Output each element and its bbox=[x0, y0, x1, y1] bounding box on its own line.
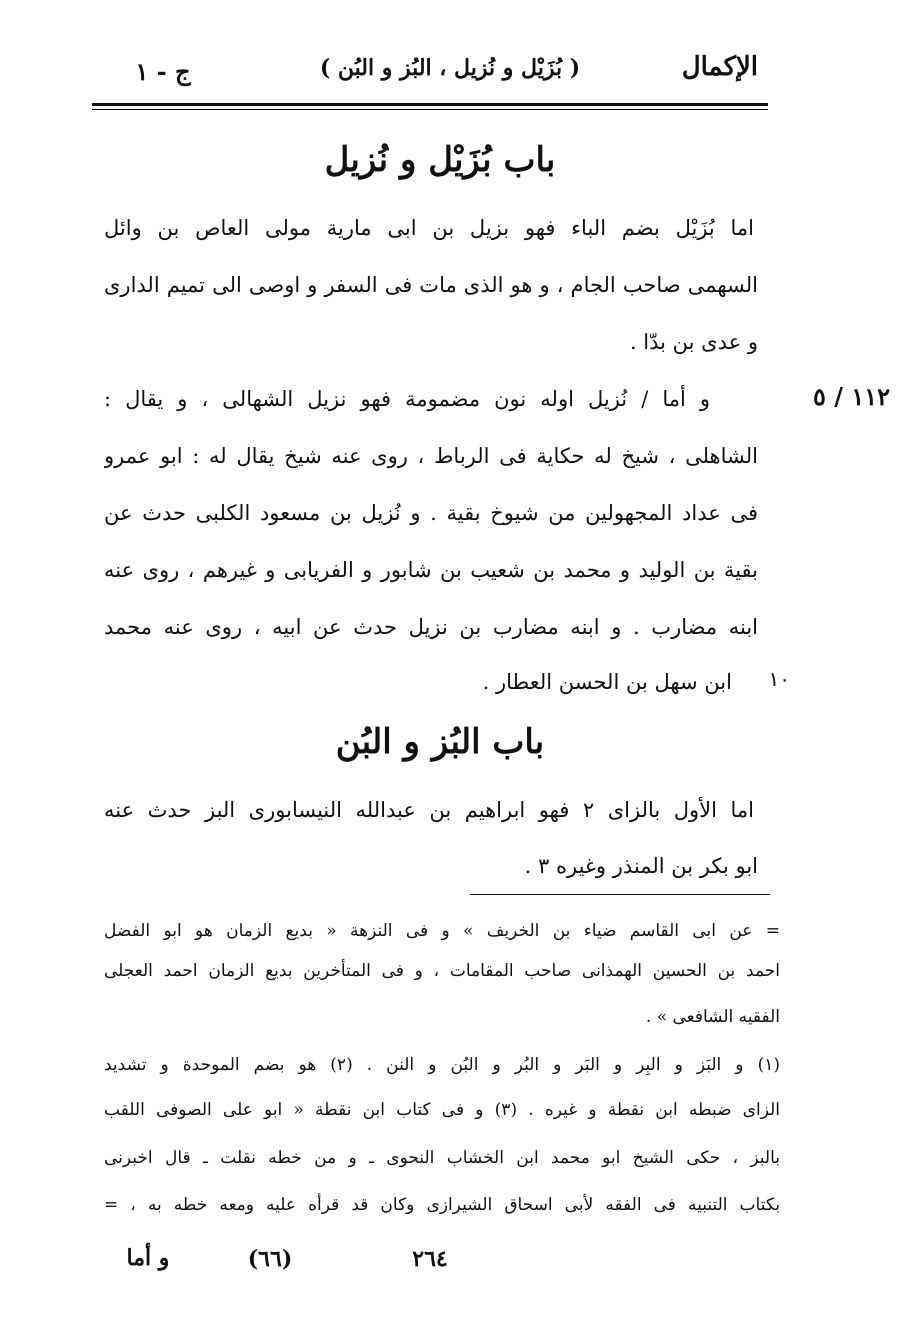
footnote-line: احمد بن الحسين الهمذانى صاحب المقامات ، و فى المتأخرين بديع الزمان احمد العجلى bbox=[104, 961, 780, 981]
footnote-line: بكتاب التنبيه فى الفقه لأبى اسحاق الشيرازى وكان قد قرأه عليه ومعه خطه به ، = bbox=[104, 1195, 780, 1215]
book-title: الإكمال bbox=[681, 52, 758, 82]
footnote-line: بالبز ، حكى الشيخ ابو محمد ابن الخشاب النحوى ـ و من خطه نقلت ـ قال اخبرنى bbox=[104, 1148, 780, 1168]
header-rule bbox=[92, 103, 768, 106]
text-line: ابو بكر بن المنذر وغيره ٣ . bbox=[524, 854, 758, 878]
footnote-line: الزاى ضبطه ابن نقطة و غيره . (٣) و فى كتاب ابن نقطة « ابو على الصوفى اللقب bbox=[104, 1100, 780, 1120]
chapter-heading: باب بُزَيْل و نُزيل bbox=[324, 140, 556, 180]
page-number: ٢٦٤ bbox=[412, 1246, 448, 1272]
text-line: الشاهلى ، شيخ له حكاية فى الرباط ، روى عنه شيخ يقال له : ابو عمرو bbox=[104, 444, 758, 468]
text-line: فى عداد المجهولين من شيوخ بقية . و نُزيل بن مسعود الكلبى حدث عن bbox=[104, 501, 758, 525]
margin-reference: ١١٢ / ٥ bbox=[812, 382, 890, 411]
line-number: ١٠ bbox=[768, 667, 790, 691]
folio-number: (٦٦) bbox=[247, 1246, 293, 1272]
footnote-rule bbox=[470, 894, 770, 895]
text-line: ابنه مضارب . و ابنه مضارب بن نزيل حدث عن ابيه ، روى عنه محمد bbox=[104, 615, 758, 639]
text-line: و عدى بن بدّا . bbox=[629, 330, 758, 354]
volume-indicator: ج - ١ bbox=[135, 57, 191, 86]
text-line: و أما / نُزيل اوله نون مضمومة فهو نزيل الشهالى ، و يقال : bbox=[104, 387, 710, 411]
footnote-line: = عن ابى القاسم ضياء بن الخريف » و فى النزهة « بديع الزمان هو ابو الفضل bbox=[104, 921, 780, 941]
header-rule-thin bbox=[92, 109, 768, 110]
footnote-line: (١) و البَز و البِر و البَر و البُر و البُن و النن . (٢) هو بضم الموحدة و تشديد bbox=[104, 1055, 780, 1075]
catchword: و أما bbox=[126, 1245, 170, 1271]
chapter-heading: باب البُز و البُن bbox=[335, 722, 545, 762]
text-line: ابن سهل بن الحسن العطار . bbox=[482, 670, 732, 694]
text-line: اما الأول بالزاى ٢ فهو ابراهيم بن عبدالله النيسابورى البز حدث عنه bbox=[104, 798, 754, 822]
footnote-line: الفقيه الشافعى » . bbox=[645, 1007, 780, 1027]
text-line: السهمى صاحب الجام ، و هو الذى مات فى السفر و اوصى الى تميم الدارى bbox=[104, 273, 758, 297]
text-line: اما بُزَيْل بضم الباء فهو بزيل بن ابى مارية مولى العاص بن وائل bbox=[104, 216, 754, 240]
section-title: ( بُزَيْل و نُزيل ، البُز و البُن ) bbox=[319, 55, 581, 81]
text-line: بقية بن الوليد و محمد بن شعيب بن شابور و الفريابى و غيرهم ، روى عنه bbox=[104, 558, 758, 582]
